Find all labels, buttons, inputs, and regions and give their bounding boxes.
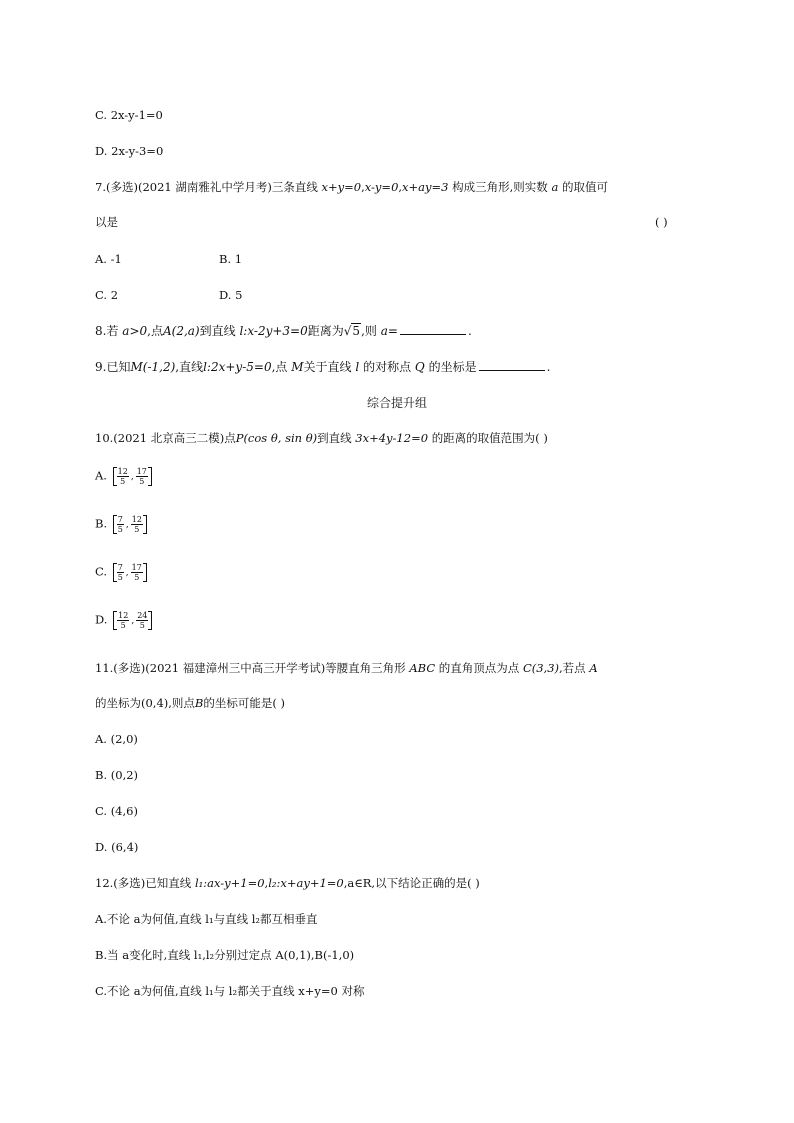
q12-line-l1: l₁:ax-y+1=0 [194, 876, 265, 890]
q11-source: (2021 福建漳州三中高三开学考试) [145, 661, 326, 675]
q9-text: ,点 [271, 360, 288, 374]
option-label: A. [95, 468, 107, 483]
q11-text: 的直角顶点为点 [438, 661, 520, 675]
q9-number: 9. [95, 360, 107, 374]
question-11-line-1 [95, 660, 598, 676]
q9-answer-blank [479, 359, 545, 371]
denominator: 5 [120, 621, 126, 630]
q11-option-d: D. (6,4) [95, 840, 139, 854]
numerator: 12 [118, 611, 129, 620]
denominator: 5 [139, 621, 145, 630]
numerator: 17 [131, 563, 142, 572]
q8-number: 8. [95, 324, 107, 338]
q9-line: l:2x+y-5=0 [203, 360, 272, 374]
q7-var-a: a [551, 180, 559, 194]
q11-option-c: C. (4,6) [95, 804, 138, 818]
question-8 [95, 323, 472, 339]
q11-option-b: B. (0,2) [95, 768, 139, 782]
fraction [117, 611, 129, 630]
q12-option-c: C.不论 a为何值,直线 l₁与 l₂都关于直线 x+y=0 对称 [95, 984, 365, 998]
q7-source: (2021 湖南雅礼中学月考) [137, 180, 272, 194]
q7-eq2: x-y=0 [364, 180, 399, 194]
q7-tag: (多选) [105, 180, 138, 194]
interval-bracket [113, 563, 147, 582]
q12-text: 已知直线 [145, 876, 192, 890]
q12-tag: (多选) [113, 876, 146, 890]
q11-text: 的坐标为(0,4),则点 [95, 696, 195, 710]
comma: , [125, 567, 129, 578]
q9-var-q: Q [414, 360, 425, 374]
q12-line-l2: l₂:x+ay+1=0 [268, 876, 344, 890]
q12-sep: , [264, 876, 269, 890]
denominator: 5 [117, 573, 123, 582]
q9-text: 的坐标是 [428, 360, 477, 374]
fraction [117, 467, 129, 486]
option-label: D. [95, 612, 108, 627]
q10-text: 点 [224, 431, 236, 445]
q7-text: 三条直线 [271, 180, 318, 194]
option-label: B. [95, 516, 108, 531]
q7-answer-paren: ( ) [655, 215, 668, 229]
q7-text: 的取值可 [561, 180, 608, 194]
fraction [136, 611, 148, 630]
q9-text: 已知 [106, 360, 131, 374]
q10-option-c [95, 563, 147, 582]
q9-text: 关于直线 [303, 360, 352, 374]
comma: , [131, 615, 135, 626]
q7-line-2: 以是 [95, 215, 118, 229]
q11-triangle: ABC [409, 661, 436, 675]
q8-end: . [467, 324, 472, 338]
q8-condition: a>0 [122, 324, 148, 338]
question-7-line-1 [95, 179, 608, 195]
comma: , [125, 519, 129, 530]
q7-option-d: D. 5 [219, 288, 243, 302]
denominator: 5 [139, 477, 145, 486]
q8-text: 到直线 [199, 324, 236, 338]
fraction [117, 515, 124, 534]
q10-text: 的距离的取值范围为( ) [431, 431, 548, 445]
q11-text: ,若点 [559, 661, 586, 675]
q7-eq1: x+y=0 [321, 180, 362, 194]
sqrt-symbol: √5 [343, 324, 361, 338]
q8-text: 若 [106, 324, 119, 338]
q7-option-b: B. 1 [219, 252, 243, 266]
q10-source: (2021 北京高三二模) [113, 431, 225, 445]
q7-sep: , [398, 180, 403, 194]
q7-eq3: x+ay=3 [402, 180, 449, 194]
numerator: 17 [136, 467, 147, 476]
denominator: 5 [134, 573, 140, 582]
q8-text: ,点 [147, 324, 163, 338]
q11-var-b: B [194, 696, 204, 710]
q6-option-c: C. 2x-y-1=0 [95, 108, 163, 122]
q8-point: A(2,a) [162, 324, 200, 338]
denominator: 5 [117, 525, 123, 534]
q8-answer-var: a= [380, 324, 398, 338]
q11-point-c: C(3,3) [522, 661, 559, 675]
q7-option-c: C. 2 [95, 288, 119, 302]
q10-number: 10. [95, 431, 114, 445]
q11-tag: (多选) [113, 661, 146, 675]
q6-option-d: D. 2x-y-3=0 [95, 144, 164, 158]
question-10 [95, 430, 548, 446]
option-label: C. [95, 564, 108, 579]
q11-text: 等腰直角三角形 [325, 661, 406, 675]
interval-bracket [113, 611, 152, 630]
q9-text: ,直线 [175, 360, 204, 374]
comma: , [130, 471, 134, 482]
q9-var-m: M [291, 360, 304, 374]
q8-radicand: 5 [352, 324, 361, 338]
fraction [136, 467, 148, 486]
q11-number: 11. [95, 661, 114, 675]
q11-text: 的坐标可能是( ) [203, 696, 286, 710]
q12-text: ,a∈R,以下结论正确的是( ) [343, 876, 480, 890]
q10-option-b [95, 515, 147, 534]
q8-line: l:x-2y+3=0 [239, 324, 308, 338]
q10-text: 到直线 [317, 431, 352, 445]
q8-text: ,则 [361, 324, 377, 338]
numerator: 7 [117, 563, 123, 572]
numerator: 12 [117, 467, 128, 476]
q12-number: 12. [95, 876, 114, 890]
q10-option-d [95, 611, 152, 630]
q10-option-a [95, 467, 152, 486]
q7-number: 7. [95, 180, 106, 194]
interval-bracket [113, 515, 147, 534]
fraction [131, 563, 143, 582]
q9-end: . [546, 360, 551, 374]
q11-option-a: A. (2,0) [95, 732, 138, 746]
q9-point: M(-1,2) [130, 360, 176, 374]
numerator: 24 [137, 611, 148, 620]
q7-text: 构成三角形,则实数 [452, 180, 548, 194]
section-heading: 综合提升组 [366, 396, 427, 410]
q11-var-a: A [589, 661, 598, 675]
fraction [117, 563, 124, 582]
q12-option-a: A.不论 a为何值,直线 l₁与直线 l₂都互相垂直 [95, 912, 318, 926]
question-12 [95, 875, 480, 891]
numerator: 12 [131, 515, 142, 524]
q7-option-a: A. -1 [95, 252, 122, 266]
fraction [131, 515, 143, 534]
q12-option-b: B.当 a变化时,直线 l₁,l₂分别过定点 A(0,1),B(-1,0) [95, 948, 355, 962]
interval-bracket [113, 467, 152, 486]
q9-text: 的对称点 [363, 360, 412, 374]
q9-var-l: l [355, 360, 360, 374]
numerator: 7 [117, 515, 123, 524]
question-9 [95, 359, 550, 375]
q10-line: 3x+4y-12=0 [355, 431, 429, 445]
q7-sep: , [361, 180, 365, 194]
q8-text: 距离为 [307, 324, 344, 338]
q10-point: P(cos θ, sin θ) [235, 431, 318, 445]
question-11-line-2 [95, 695, 285, 711]
denominator: 5 [134, 525, 140, 534]
denominator: 5 [120, 477, 126, 486]
q8-answer-blank [400, 323, 466, 335]
